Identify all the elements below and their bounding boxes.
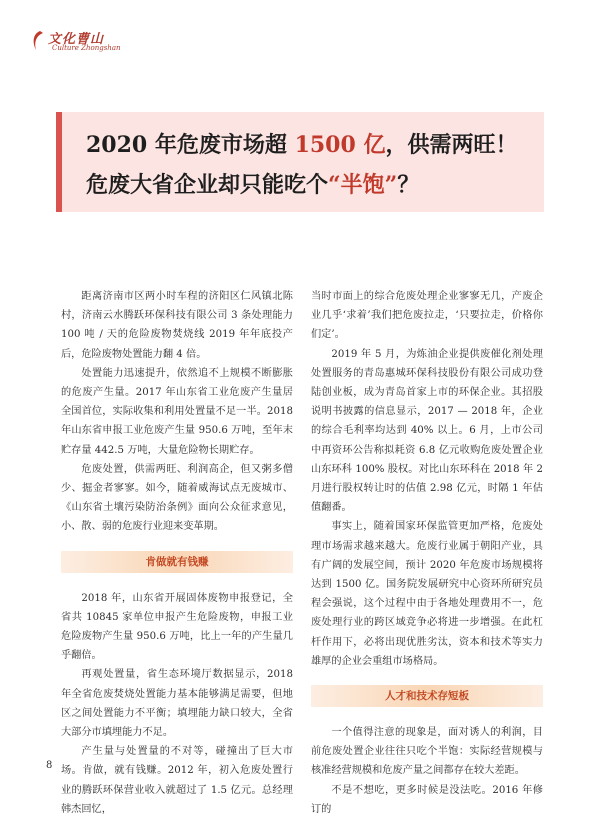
paragraph: 2019 年 5 月，为炼油企业提供废催化剂处理处置服务的青岛惠城环保科技股份有限公司成功登陆创业板，成为青岛首家上市的环保企业。其招股说明书披露的信息显示，2017 — 2018 年，企业的综合毛利率均达到 40% 以上。6 月，上市公司中再资环公告称拟耗资 6.8 亿元收购危废处置企业山东环科 100% 股权。对比山东环科在 2018 年 2 月进行股权转让时的估值 2.98 亿元，时隔 1 年估值翻番。 [311, 348, 543, 514]
section-heading: 人才和技术存短板 [311, 685, 543, 707]
paragraph: 再观处置量，省生态环境厅数据显示，2018 年全省危废焚烧处置能力基本能够满足需要，但地区之间处置能力不平衡；填埋能力缺口较大，全省大部分市填埋能力不足。 [61, 669, 293, 739]
paragraph: 当时市面上的综合危废处理企业寥寥无几，产废企业几乎‘求着’我们把危废拉走，‘只要拉走，价格你们定’。 [311, 291, 543, 341]
paragraph: 一个值得注意的现象是，面对诱人的利润，目前危废处置企业往往只吃个半饱：实际经营规模与核准经营规模和危废产量之间都存在较大差距。 [311, 727, 543, 777]
headline-part: 2020 年危废市场超 [86, 132, 295, 158]
headline-title [86, 128, 536, 159]
headline-quote: “半饱” [328, 172, 398, 198]
logo-english-text: Culture Zhongshan [52, 44, 121, 52]
paragraph: 事实上，随着国家环保监管更加严格，危废处理市场需求越来越大。危废行业属于朝阳产业，具有广阔的发展空间，预计 2020 年危废市场规模将达到 1500 亿。国务院发展研究中心资环所研究员程会强说，这个过程中由于各地处理费用不一，危废处理行业的跨区域竞争必将进一步增强。在此杠杆作用下，必将出现优胜劣汰，资本和技术等实力雄厚的企业会重组市场格局。 [311, 521, 543, 667]
headline-subtitle [86, 168, 536, 199]
article-column-left [61, 287, 293, 819]
headline-accent-bar [56, 112, 62, 212]
headline-part: ，供需两旺！ [385, 132, 518, 158]
logo-chinese-text: 文化曹山 [48, 32, 105, 47]
article-column-right [311, 287, 543, 819]
paragraph: 危废处置，供需两旺、利润高企，但又粥多僧少、掘金者寥寥。如今，随着威海试点无废城市、《山东省土壤污染防治条例》面向公众征求意见，小、散、弱的危废行业迎来变革期。 [61, 463, 293, 533]
paragraph: 距离济南市区两小时车程的济阳区仁风镇北陈村，济南云水腾跃环保科技有限公司 3 条处理能力 100 吨 / 天的危险废物焚烧线 2019 年年底投产后，危险废物处置能力翻 4 倍。 [61, 291, 293, 360]
headline-part: ？ [397, 172, 420, 198]
section-heading: 肯做就有钱赚 [61, 551, 293, 573]
page-number: 8 [46, 760, 53, 771]
paragraph: 不是不想吃，更多时候是没法吃。2016 年修订的 [311, 784, 543, 815]
headline-part: 危废大省企业却只能吃个 [86, 172, 329, 198]
headline-highlight: 1500 亿 [294, 132, 386, 158]
magazine-logo [30, 26, 210, 60]
paragraph: 产生量与处置量的不对等，碰撞出了巨大市场。肯做，就有钱赚。2012 年，初入危废处置行业的腾跃环保营业收入就超过了 1.5 亿元。总经理韩杰回忆， [61, 746, 293, 815]
paragraph: 2018 年，山东省开展固体废物申报登记，全省共 10845 家单位申报产生危险废物，申报工业危险废物产生量 950.6 万吨，比上一年的产生量几乎翻倍。 [61, 592, 293, 662]
brush-mark-icon [30, 30, 46, 52]
paragraph: 处置能力迅速提升，依然追不上规模不断膨胀的危废产生量。2017 年山东省工业危废产生量居全国首位，实际收集和利用处置量不足一半。2018 年山东省申报工业危废产生量 950.6 万吨，至年末贮存量 442.5 万吨，大量危险物长期贮存。 [61, 367, 293, 456]
